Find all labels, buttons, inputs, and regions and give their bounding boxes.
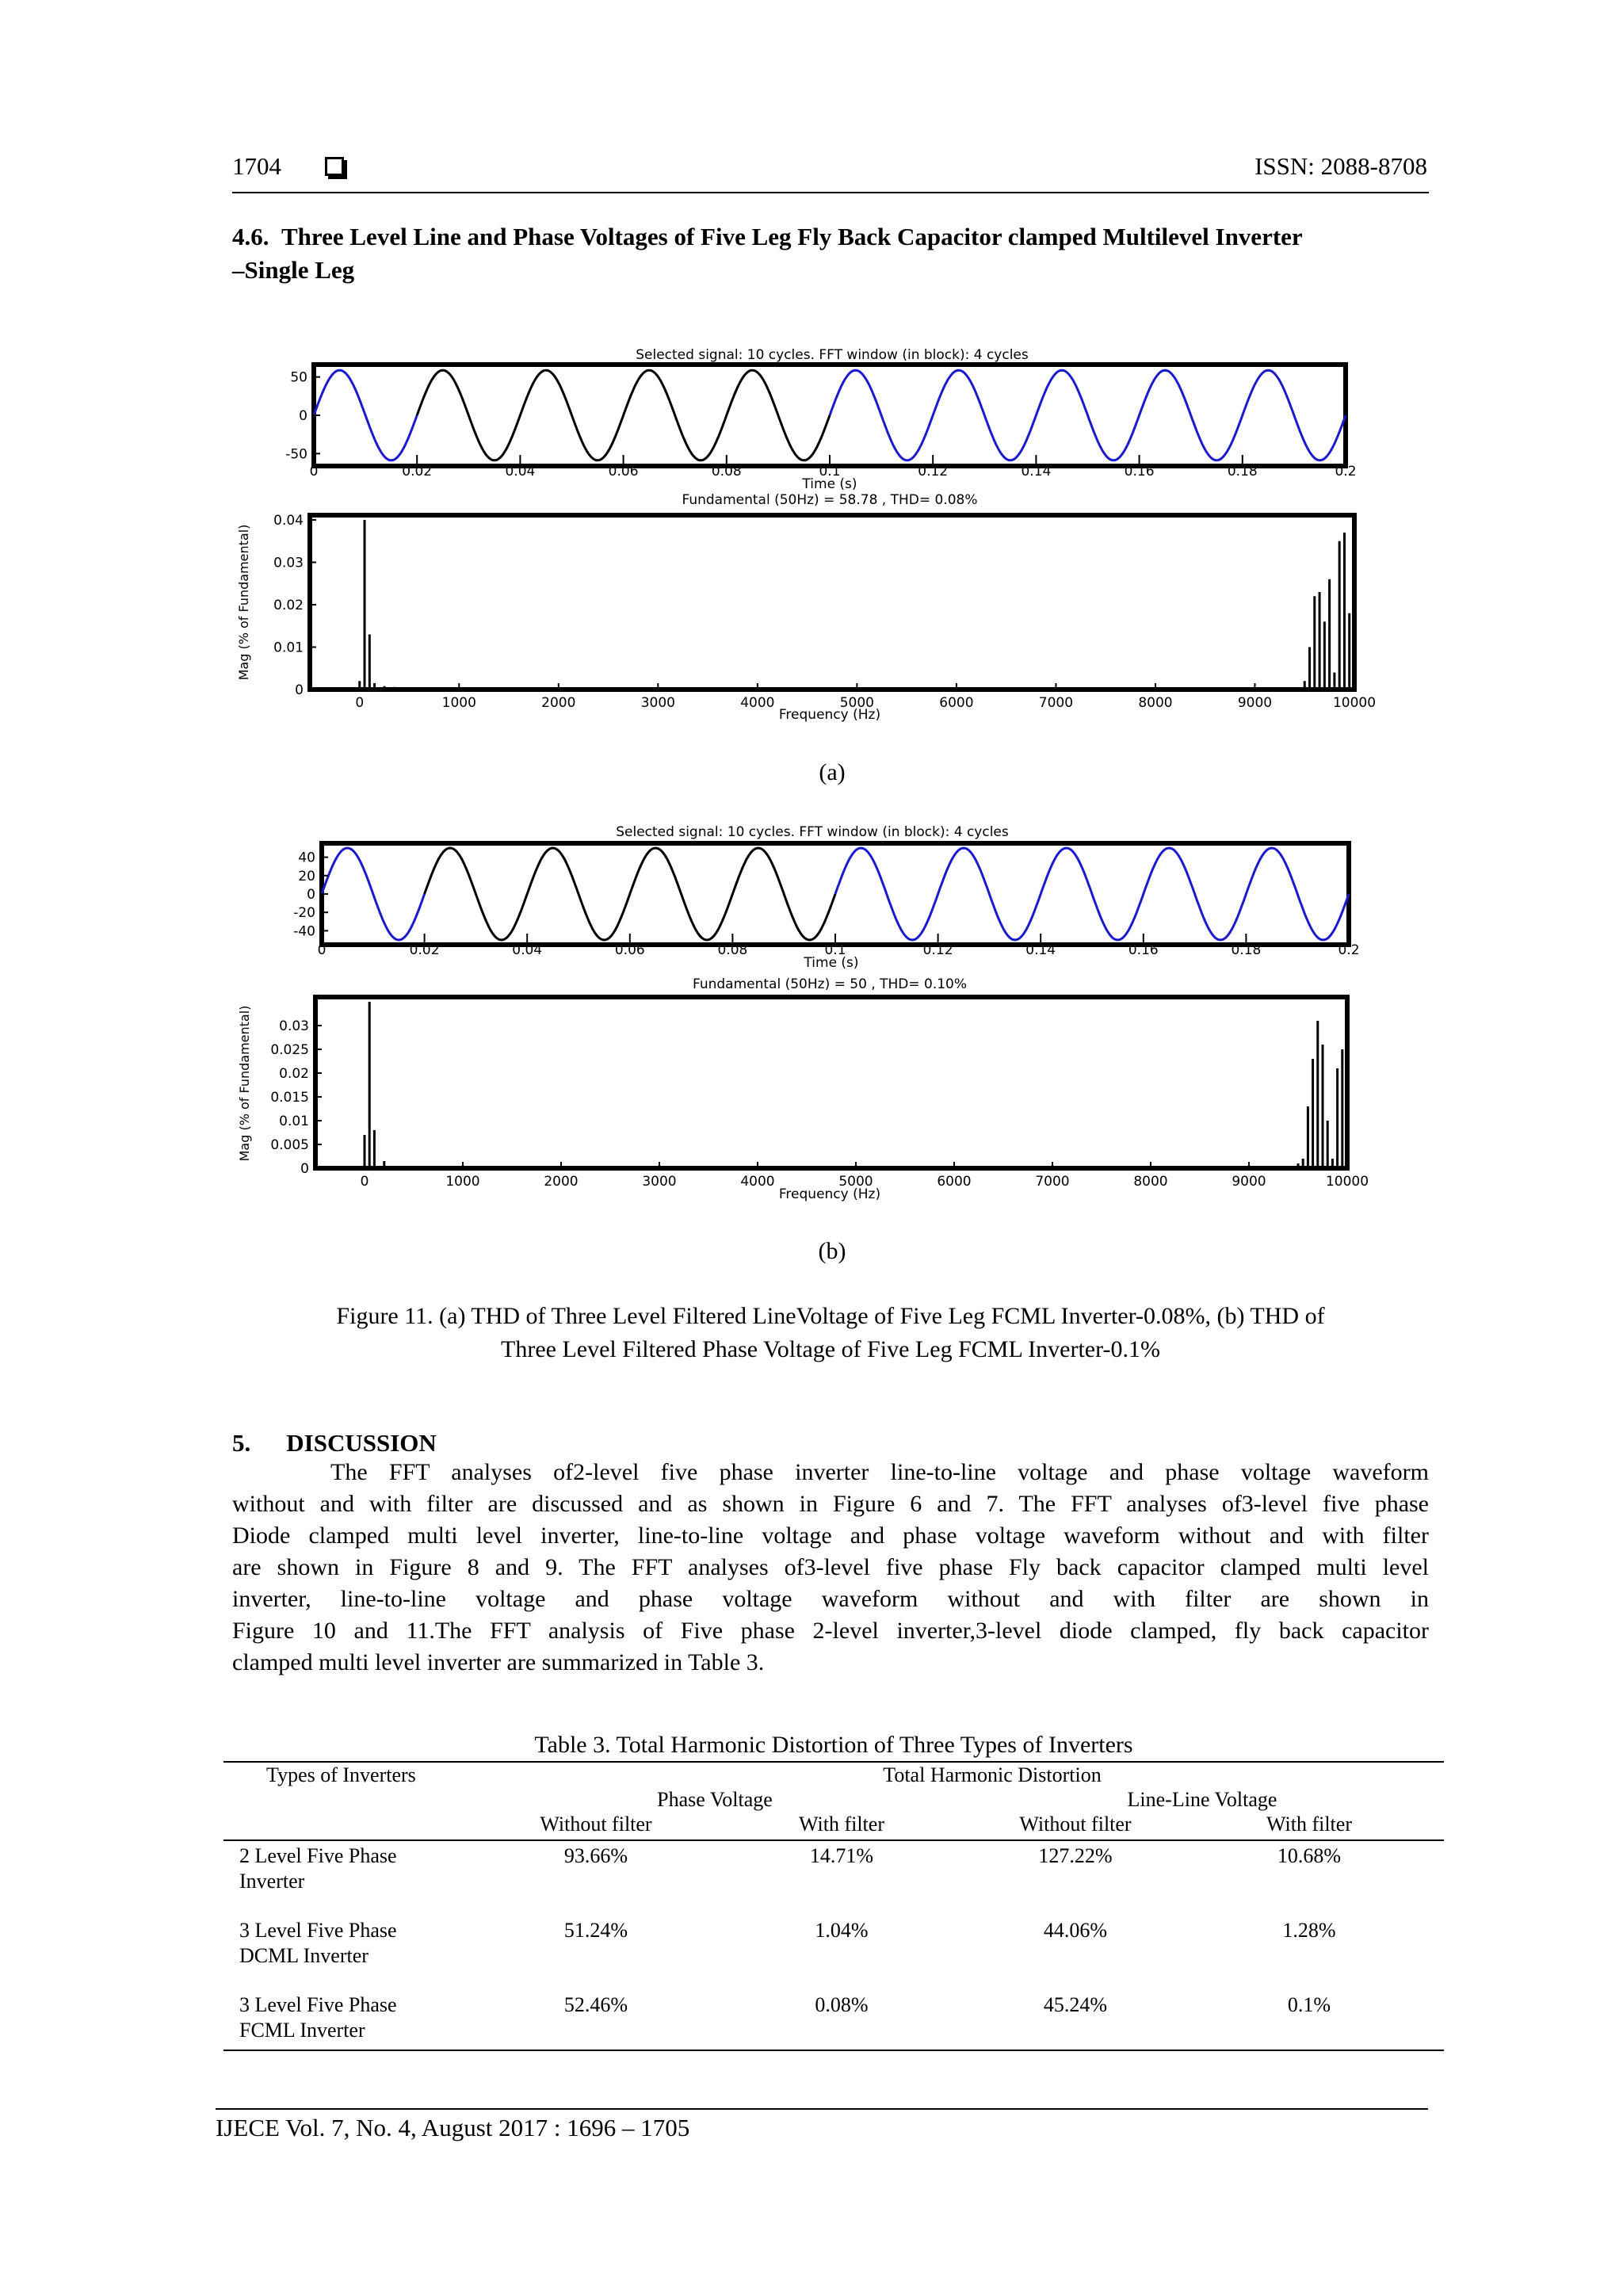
waveform-segment	[830, 370, 1346, 460]
y-tick-label: -50	[285, 446, 307, 463]
table-3-caption: Table 3. Total Harmonic Distortion of Three Types of Inverters	[534, 1732, 1133, 1758]
y-tick-label: 0	[295, 682, 304, 698]
figure-11-caption	[232, 1300, 1429, 1366]
wave-title-a: Selected signal: 10 cycles. FFT window (in block): 4 cycles	[636, 347, 1029, 363]
y-tick-label: 40	[298, 850, 315, 866]
wave-xlabel-a: Time (s)	[802, 476, 857, 492]
figure-11b	[230, 818, 1403, 1214]
table-cell: 44.06%	[1043, 1919, 1108, 1942]
page-number: 1704	[232, 152, 281, 180]
col-header-types: Types of Inverters	[266, 1763, 416, 1786]
row-name: FCML Inverter	[239, 2019, 365, 2042]
table-row	[239, 1992, 397, 2043]
sub-header: With filter	[799, 1813, 884, 1836]
x-tick-label: 5000	[839, 695, 875, 711]
y-tick-label: -40	[293, 923, 315, 940]
section-title-line1: Three Level Line and Phase Voltages of Five Leg Fly Back Capacitor clamped Multilevel Inverter	[281, 223, 1303, 250]
table-cell: 0.08%	[815, 1993, 869, 2016]
issn: ISSN: 2088-8708	[1254, 152, 1427, 180]
x-tick-label: 10000	[1332, 695, 1377, 711]
table-cell: 51.24%	[563, 1919, 628, 1942]
x-tick-label: 9000	[1232, 1174, 1266, 1190]
fft-xlabel-a: Frequency (Hz)	[778, 707, 881, 723]
y-tick-label: 0.03	[279, 1018, 309, 1034]
x-tick-label: 0.2	[1335, 464, 1357, 479]
y-tick-label: 0.015	[270, 1090, 309, 1106]
waveform-segment	[314, 370, 417, 460]
x-tick-label: 6000	[937, 1174, 972, 1190]
caption-line2: Three Level Filtered Phase Voltage of Five Leg FCML Inverter-0.1%	[501, 1336, 1160, 1362]
waveform-segment	[835, 848, 1349, 940]
table-cell: 1.28%	[1282, 1919, 1336, 1942]
x-tick-label: 7000	[1038, 695, 1074, 711]
section-number: 4.6.	[232, 223, 269, 250]
sublabel-b: (b)	[818, 1238, 846, 1264]
x-tick-label: 0.02	[409, 942, 440, 958]
x-tick-label: 0.12	[922, 942, 953, 958]
footer-citation: IJECE Vol. 7, No. 4, August 2017 : 1696 – 1705	[216, 2114, 690, 2141]
row-name: 3 Level Five Phase	[239, 1919, 397, 1942]
row-name: DCML Inverter	[239, 1944, 369, 1967]
square-bullet-icon	[325, 157, 344, 176]
x-tick-label: 0.2	[1338, 942, 1360, 958]
table-cell: 93.66%	[563, 1844, 628, 1867]
x-tick-label: 0	[355, 695, 365, 711]
paragraph-line: inverter, line-to-line voltage and phase voltage waveform without and with filter are shown in	[232, 1586, 1429, 1612]
x-tick-label: 3000	[642, 1174, 677, 1190]
table-cell: 127.22%	[1038, 1844, 1113, 1867]
x-tick-label: 0.08	[711, 464, 742, 479]
row-name: 2 Level Five Phase	[239, 1844, 397, 1867]
row-name: 3 Level Five Phase	[239, 1993, 397, 2016]
x-tick-label: 0.1	[819, 464, 841, 479]
table-cell: 45.24%	[1043, 1993, 1108, 2016]
y-tick-label: 0.02	[273, 598, 304, 613]
table-row	[239, 1843, 397, 1894]
x-tick-label: 0.18	[1227, 464, 1258, 479]
caption-line1: Figure 11. (a) THD of Three Level Filtered LineVoltage of Five Leg FCML Inverter-0.08%, (b) THD of	[336, 1303, 1325, 1329]
waveform-a	[314, 370, 1346, 460]
fft-plot-frame-b	[315, 997, 1347, 1168]
wave-xlabel-b: Time (s)	[804, 955, 859, 971]
y-tick-label: 0.04	[273, 513, 304, 529]
x-tick-label: 0.04	[505, 464, 536, 479]
x-tick-label: 0.14	[1025, 942, 1056, 958]
x-tick-label: 0.16	[1128, 942, 1159, 958]
table-cell: 10.68%	[1277, 1844, 1342, 1867]
x-tick-label: 0	[360, 1174, 369, 1190]
paragraph-line: Diode clamped multi level inverter, line-to-line voltage and phase voltage waveform without and with filter	[232, 1522, 1429, 1549]
y-tick-label: -20	[293, 905, 315, 922]
waveform-fft-window	[417, 370, 830, 460]
y-tick-label: 0	[307, 887, 315, 903]
x-tick-label: 0.14	[1021, 464, 1052, 479]
x-tick-label: 7000	[1035, 1174, 1070, 1190]
x-tick-label: 0.06	[614, 942, 645, 958]
table-header-rule	[223, 1839, 1444, 1841]
waveform-fft-window	[425, 848, 835, 940]
paragraph-line: are shown in Figure 8 and 9. The FFT analyses of3-level five phase Fly back capacitor clamped multi level	[232, 1554, 1429, 1580]
row-name: Inverter	[239, 1870, 305, 1893]
table-cell: 0.1%	[1287, 1993, 1331, 2016]
x-tick-label: 0.16	[1124, 464, 1155, 479]
x-tick-label: 0.06	[608, 464, 639, 479]
paragraph-line: Figure 10 and 11.The FFT analysis of Five phase 2-level inverter,3-level diode clamped, fly back capacitor	[232, 1618, 1429, 1644]
table-bottom-rule	[223, 2050, 1444, 2051]
sub-header: With filter	[1266, 1813, 1352, 1836]
table-3	[223, 1761, 1444, 2046]
y-tick-label: 0.01	[279, 1114, 309, 1129]
x-tick-label: 4000	[740, 695, 775, 711]
sub-header: Without filter	[1019, 1813, 1132, 1836]
y-tick-label: 0	[299, 408, 307, 424]
x-tick-label: 2000	[544, 1174, 579, 1190]
x-tick-label: 0.1	[824, 942, 846, 958]
table-cell: 52.46%	[563, 1993, 628, 2016]
y-tick-label: 50	[290, 369, 307, 386]
sub-header: Without filter	[540, 1813, 652, 1836]
y-tick-label: 0.02	[279, 1066, 309, 1082]
y-tick-label: 0.01	[273, 640, 304, 656]
section-title-line2: –Single Leg	[232, 256, 355, 284]
x-tick-label: 10000	[1325, 1174, 1369, 1190]
fft-ylabel-b: Mag (% of Fundamental)	[237, 1005, 252, 1162]
x-tick-label: 8000	[1133, 1174, 1168, 1190]
section-5-number: 5.	[232, 1429, 251, 1457]
y-tick-label: 0.03	[273, 555, 304, 571]
section-4-6-heading	[232, 220, 1429, 287]
fft-bars-b	[365, 1002, 1342, 1168]
fft-ylabel-a: Mag (% of Fundamental)	[236, 524, 251, 681]
fft-title-a: Fundamental (50Hz) = 58.78 , THD= 0.08%	[682, 492, 978, 508]
x-tick-label: 9000	[1237, 695, 1273, 711]
fft-title-b: Fundamental (50Hz) = 50 , THD= 0.10%	[692, 976, 968, 992]
x-tick-label: 0	[309, 464, 319, 479]
x-tick-label: 2000	[541, 695, 576, 711]
y-tick-label: 0	[300, 1161, 309, 1177]
y-tick-label: 0.005	[270, 1137, 309, 1153]
x-tick-label: 0.18	[1231, 942, 1262, 958]
paragraph-line: without and with filter are discussed and as shown in Figure 6 and 7. The FFT analyses of3-level five phase	[232, 1491, 1429, 1517]
table-cell: 14.71%	[809, 1844, 874, 1867]
wave-title-b: Selected signal: 10 cycles. FFT window (in block): 4 cycles	[616, 824, 1009, 840]
group-header-phase: Phase Voltage	[657, 1788, 773, 1811]
x-tick-label: 0.12	[918, 464, 949, 479]
x-tick-label: 1000	[445, 1174, 480, 1190]
x-tick-label: 0.04	[512, 942, 543, 958]
group-header-line: Line-Line Voltage	[1127, 1788, 1277, 1811]
section-5-heading	[232, 1427, 437, 1460]
x-tick-label: 4000	[740, 1174, 775, 1190]
col-header-thd: Total Harmonic Distortion	[883, 1763, 1102, 1786]
waveform-segment	[322, 848, 425, 940]
header-rule	[232, 192, 1429, 193]
sublabel-a: (a)	[819, 759, 846, 785]
x-tick-label: 1000	[441, 695, 476, 711]
section-5-title: DISCUSSION	[286, 1429, 437, 1457]
fft-xlabel-b: Frequency (Hz)	[778, 1186, 881, 1202]
x-tick-label: 5000	[838, 1174, 873, 1190]
x-tick-label: 0.02	[402, 464, 433, 479]
discussion-paragraph	[232, 1457, 1429, 1679]
fft-bars-a	[360, 520, 1350, 690]
paragraph-line: clamped multi level inverter are summarized in Table 3.	[232, 1649, 765, 1675]
y-tick-label: 0.025	[270, 1042, 309, 1058]
x-tick-label: 3000	[640, 695, 675, 711]
paragraph-line: The FFT analyses of2-level five phase inverter line-to-line voltage and phase voltage waveform	[330, 1459, 1429, 1485]
x-tick-label: 8000	[1138, 695, 1173, 711]
figure-11a	[230, 341, 1403, 737]
table-row	[239, 1918, 397, 1969]
x-tick-label: 0	[317, 942, 327, 958]
table-cell: 1.04%	[815, 1919, 869, 1942]
x-tick-label: 0.08	[717, 942, 748, 958]
x-tick-label: 6000	[939, 695, 974, 711]
footer-rule	[216, 2108, 1428, 2110]
y-tick-label: 20	[298, 868, 315, 884]
fft-plot-frame-a	[310, 515, 1354, 690]
waveform-b	[322, 848, 1349, 940]
